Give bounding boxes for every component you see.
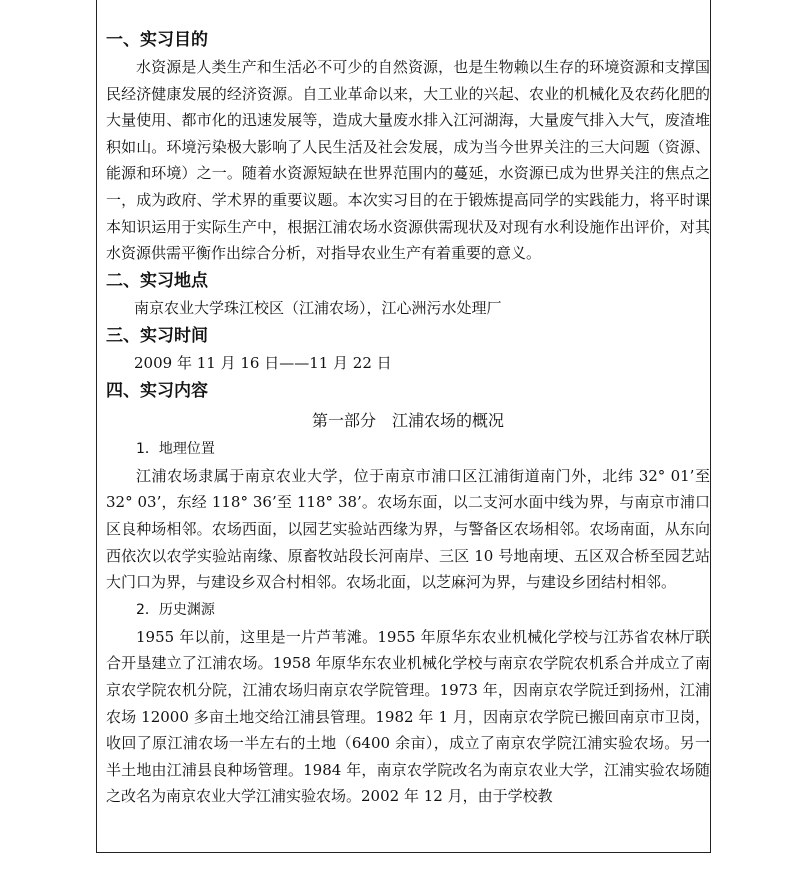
document-body bbox=[106, 26, 710, 810]
section-heading-time: 三、实习时间 bbox=[106, 325, 208, 346]
section-heading-content: 四、实习内容 bbox=[106, 380, 208, 401]
section-heading-purpose: 一、实习目的 bbox=[106, 30, 208, 50]
subsection-heading-history: 2．历史渊源 bbox=[136, 601, 215, 618]
time-text: 2009 年 11 月 16 日——11 月 22 日 bbox=[134, 353, 392, 372]
geography-paragraph: 江浦农场隶属于南京农业大学，位于南京市浦口区江浦街道南门外，北纬 32° 01’至 32° 03’，东经 118° 36’至 118° 38’。农场东面，以二支河水面中线为界，与南京市浦口区良种场相邻。农场西面，以园艺实验站西缘为界，与警备区农场相邻。农场南面，从东向西依次以农学实验站南缘、原畜牧站段长河南岸、三区 10 号地南埂、五区双合桥至园艺站大门口为界，与建设乡双合村相邻。农场北面，以芝麻河为界，与建设乡团结村相邻。 bbox=[106, 466, 710, 592]
section-heading-location: 二、实习地点 bbox=[106, 270, 208, 291]
purpose-paragraph: 水资源是人类生产和生活必不可少的自然资源，也是生物赖以生存的环境资源和支撑国民经济健康发展的经济资源。自工业革命以来，大工业的兴起、农业的机械化及农药化肥的大量使用、都市化的迅速发展等，造成大量废水排入江河湖海，大量废气排入大气，废渣堆积如山。环境污染极大影响了人民生活及社会发展，成为当今世界关注的三大问题（资源、能源和环境）之一。随着水资源短缺在世界范围内的蔓延，水资源已成为世界关注的焦点之一，成为政府、学术界的重要议题。本次实习目的在于锻炼提高同学的实践能力，将平时课本知识运用于实际生产中，根据江浦农场水资源供需现状及对现有水利设施作出评价，对其水资源供需平衡作出综合分析，对指导农业生产有着重要的意义。 bbox=[106, 58, 710, 263]
history-paragraph: 1955 年以前，这里是一片芦苇滩。1955 年原华东农业机械化学校与江苏省农林厅联合开垦建立了江浦农场。1958 年原华东农业机械化学校与南京农学院农机系合并成立了南京农学院农机分院，江浦农场归南京农学院管理。1973 年，因南京农学院迁到扬州，江浦农场 12000 多亩土地交给江浦县管理。1982 年 1 月，因南京农学院已搬回南京市卫岗，收回了原江浦农场一半左右的土地（6400 余亩），成立了南京农学院江浦实验农场。另一半土地由江浦县良种场管理。1984 年，南京农学院改名为南京农业大学，江浦实验农场随之改名为南京农业大学江浦实验农场。2002 年 12 月，由于学校教 bbox=[106, 627, 710, 806]
subsection-heading-geography: 1．地理位置 bbox=[136, 440, 215, 457]
location-text: 南京农业大学珠江校区（江浦农场），江心洲污水处理厂 bbox=[134, 298, 502, 317]
part-title: 第一部分 江浦农场的概况 bbox=[311, 410, 504, 430]
